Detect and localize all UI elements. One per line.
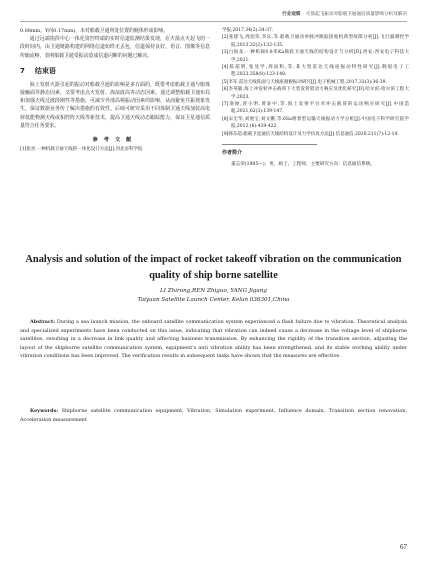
- reference-item: [2]张建飞,周伯荣,李乐,等.船载卫通动单脉冲跟踪接收机典型故障分析[J].飞行器测控学报,2013,32(2):132-135.: [222, 35, 409, 48]
- paragraph: 通过远端指挥中心一体化资控终端的实时信道监测结果发现，在火箭点火起飞的一段时间内，由卫通链路构建的网络信道始终无丢包，信道保持良好，语音、图像等信息传输流畅，表明船载卫通受振动造成信道闪断的问题已解决。: [20, 36, 210, 59]
- abstract-label: Abstract:: [30, 319, 56, 325]
- right-column: [222, 27, 409, 173]
- references-heading: 参考文献: [92, 137, 138, 144]
- author-bio-heading: 作者简介: [222, 144, 317, 156]
- reference-item: [8]宋宏华,刘展宝,刘文鹏,等.6Sa附着型运输天线振动力学分析[J].中国电子科学研究院学报,2012,(6):419-422.: [222, 116, 409, 130]
- header-column-name: 行业观察: [282, 12, 301, 17]
- reference-item: [6]李英敏.海上冲发射冲击载荷下大装发射架动力响应及优化研究[D].哈尔滨:哈尔滨工程大学,2023.: [222, 87, 409, 100]
- english-authors: LI Zhirong,REN Zhiguo, YANG Jigang: [160, 288, 267, 294]
- paragraph: 0.08mm，Y向0.17mm)，未对船载卫通所处位置的舰体形成影响。: [20, 28, 169, 34]
- reference-item: 学报,2017,34(2):34-37.: [222, 28, 274, 33]
- keywords-text: Shipborne satellite communication equipment, Vibration, Simulation experiment, Influence domain, Transition section renovation, Acceleration measurement: [20, 408, 407, 423]
- english-keywords: [20, 407, 407, 424]
- section-heading: [20, 66, 210, 76]
- english-title: Analysis and solution of the impact of rocket takeoff vibration on the communication quality of ship borne satellite: [25, 254, 402, 281]
- abstract-text: During a sea launch mission, the onboard satellite communication system experienced a flash failure due to vibration. Theoretical analysis and specialized experiments have been conducted on this issue, indicating that vibration can indeed cause a decrease in the voltage level of shipborne satellites, resulting in a decrease in link quality and affecting business transmission. By enhancing the rigidity of the transition section, adjusting the layout of the shipborne satellite communication system, equipment's anti vibration ability has been strengthened, and its stable working ability under vibration conditions has been improved. The verification results in subsequent tasks have shown that the measures are effective.: [20, 319, 407, 360]
- reference-item: [5]李军.雷达天线阵面与天线座端板振动研究[J].电子机械工程,2017,33(3):36-39.: [222, 79, 387, 85]
- reference-item: [9]韩东超.船载卫星通信天线结构设计及力学仿真方法[J].信息通信,2020,211(7):12-14.: [222, 131, 399, 137]
- page-number: 67: [400, 543, 407, 551]
- reference-item: [3]白海龙.一种机载0.8米Ka频段卫通天线的结构设计与分析[D].西安:西安电子科技大学,2021.: [222, 50, 409, 63]
- section-number: 7: [20, 66, 25, 75]
- english-abstract: [20, 318, 407, 361]
- keywords-label: Keywords:: [30, 408, 59, 414]
- reference-item: [1]张喜.一种机载卫通天线的一体化设计方法[J].河北省科学院: [20, 147, 143, 153]
- section-title: 结束语: [34, 66, 56, 75]
- reference-item: [4]陈超明,张显学,周雨和,等.某大型雷达天线座振动特性研究[J].舰船电子工程,2023,358(8):123-148.: [222, 65, 409, 78]
- header-running-title: 火箭起飞振动对船载卫通通信质量影响分析及解决: [305, 12, 407, 17]
- paragraph: 海上发射火箭引起的振动对船载卫通的影响是多方面的，既要考虑船载卫通与船体接触面等静态因素，又要考虑点火发射、海浪波高等动态因素。通过调整船载卫通布局和加强天线过渡段刚性等措施，可减少外部高频振动因素的影响，从而避免共振现象发生，保证数据业务传了解决措施的有效性。后续可研究采用不同体制卫通天线加装高电荷低能物测天线或相控阵天线等新技术，提高卫通天线动态跟踪能力，保证卫星通信质量符合任务要求。: [20, 81, 210, 129]
- running-header: [20, 9, 407, 22]
- author-bio: 董志荣(1985—)，男，硕士，工程师，主要研究方向：信息通信系统。: [231, 161, 375, 167]
- english-affiliation: Taiyuan Satellite Launch Center, Kelan 036301,China: [137, 297, 290, 303]
- reference-item: [7]俞俊,曾小明,黄泰中,等.海上发射平台对冲击载荷的运动响应研究[J].中国造船,2021,62(3):139-147.: [222, 102, 409, 115]
- left-column: [20, 27, 210, 153]
